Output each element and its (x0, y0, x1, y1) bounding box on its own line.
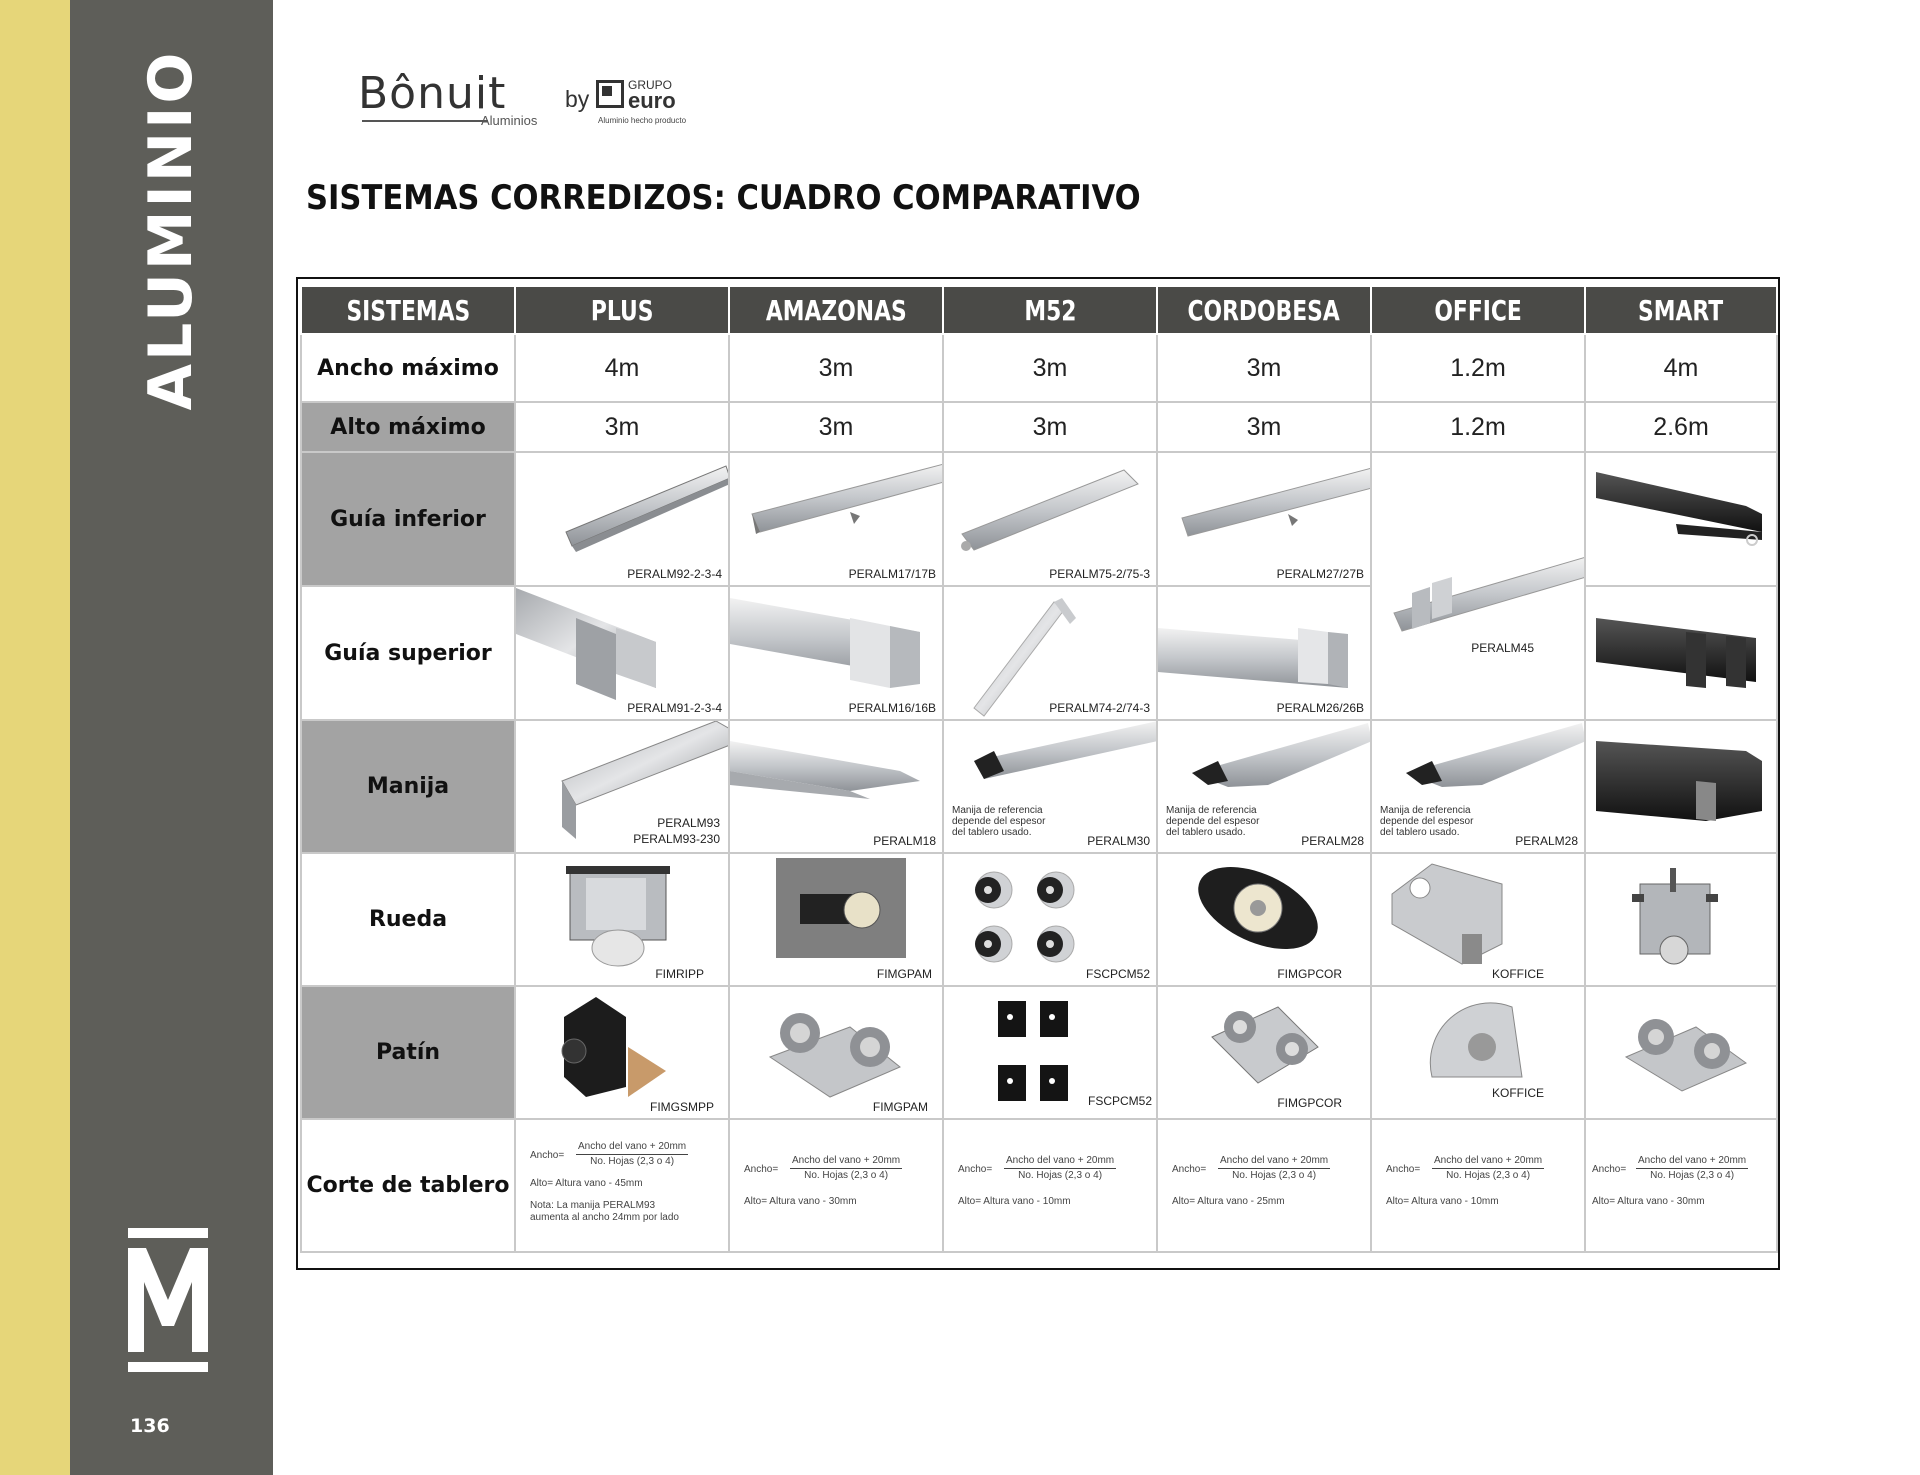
product-code: PERALM28 (1301, 834, 1364, 848)
bottom-rail-profile-image (944, 454, 1156, 585)
product-cell (729, 452, 943, 586)
product-cell (1585, 720, 1777, 853)
ancho-label: Ancho= (744, 1164, 779, 1175)
product-code: FSCPCM52 (1085, 967, 1150, 981)
comparison-table (300, 285, 1778, 1253)
product-code: FIMGSMPP (649, 1100, 714, 1114)
row-label: Guía inferior (301, 452, 515, 586)
row-ancho-maximo (301, 334, 1777, 402)
product-cell (1157, 986, 1371, 1119)
brand-by: by (565, 86, 590, 112)
product-cell (515, 720, 729, 853)
skate-image (516, 987, 728, 1118)
row-alto-maximo (301, 402, 1777, 452)
product-cell (943, 986, 1157, 1119)
cell-value: 3m (943, 334, 1157, 402)
brand-logo (358, 68, 718, 128)
width-formula: Ancho del vano + 20mm No. Hojas (2,3 o 4) (1006, 1155, 1115, 1181)
bottom-rail-profile-image (1158, 454, 1370, 585)
cell-value: 4m (515, 334, 729, 402)
product-code: PERALM30 (1087, 834, 1150, 848)
product-cell (1157, 720, 1371, 853)
product-cell (729, 986, 943, 1119)
product-cell (943, 853, 1157, 986)
product-code: PERALM91-2-3-4 (627, 700, 722, 715)
cut-note: Nota: La manija PERALM93 aumenta al ancho 24mm por lado (530, 1200, 679, 1223)
black-top-rail-image (1586, 588, 1776, 719)
product-code: PERALM18 (873, 834, 936, 848)
cell-value: 3m (515, 402, 729, 452)
handle-profile-image (730, 721, 942, 852)
wheel-carriage-image (1586, 854, 1776, 985)
ancho-label: Ancho= (1592, 1164, 1627, 1175)
row-label: Guía superior (301, 586, 515, 720)
product-cell (1371, 986, 1585, 1119)
product-cell (1157, 853, 1371, 986)
cell-value: 3m (943, 402, 1157, 452)
ancho-label: Ancho= (1386, 1164, 1421, 1175)
product-cell (1585, 452, 1777, 586)
brand-grupo: GRUPO (628, 78, 673, 92)
width-formula: Ancho del vano + 20mm No. Hojas (2,3 o 4) (1220, 1155, 1329, 1181)
row-guia-inferior (301, 452, 1777, 586)
top-rail-profile-image (730, 588, 942, 719)
height-formula: Alto= Altura vano - 25mm (1172, 1196, 1285, 1207)
product-cell (1371, 853, 1585, 986)
product-code: PERALM92-2-3-4 (627, 566, 722, 581)
cell-value: 1.2m (1371, 402, 1585, 452)
header-m52: M52 (943, 286, 1157, 334)
product-cell (729, 720, 943, 853)
header-plus: PLUS (515, 286, 729, 334)
top-rail-profile-image (944, 588, 1156, 719)
product-cell (515, 452, 729, 586)
formula-cell (943, 1119, 1157, 1252)
page-title: SISTEMAS CORREDIZOS: CUADRO COMPARATIVO (306, 178, 1141, 218)
row-label: Corte de tablero (301, 1119, 515, 1252)
black-handle-image (1586, 721, 1776, 852)
product-code: FIMGPCOR (1277, 1096, 1342, 1110)
width-formula: Ancho del vano + 20mm No. Hojas (2,3 o 4) (1434, 1155, 1543, 1181)
product-cell (515, 986, 729, 1119)
product-code: KOFFICE (1491, 1086, 1544, 1100)
m-logo (128, 1228, 208, 1372)
ancho-label: Ancho= (958, 1164, 993, 1175)
header-row (301, 286, 1777, 334)
header-office: OFFICE (1371, 286, 1585, 334)
width-formula: Ancho del vano + 20mm No. Hojas (2,3 o 4) (578, 1141, 687, 1167)
cell-value: 3m (1157, 334, 1371, 402)
row-label: Manija (301, 720, 515, 853)
rail-profile-image (1372, 453, 1584, 719)
skate-image (730, 987, 942, 1118)
brand-tagline: Aluminio hecho producto (598, 116, 687, 125)
bottom-rail-profile-image (516, 454, 728, 585)
row-label: Alto máximo (301, 402, 515, 452)
product-code: KOFFICE (1491, 967, 1544, 981)
product-cell (515, 586, 729, 720)
header-smart: SMART (1585, 286, 1777, 334)
yellow-edge-strip (0, 0, 70, 1475)
product-code: PERALM26/26B (1276, 700, 1364, 715)
handle-note: Manija de referencia depende del espesor del tablero usado. (1166, 805, 1260, 838)
cell-value: 2.6m (1585, 402, 1777, 452)
handle-note: Manija de referencia depende del espesor del tablero usado. (952, 805, 1046, 838)
handle-note: Manija de referencia depende del espesor del tablero usado. (1380, 805, 1474, 838)
row-patin (301, 986, 1777, 1119)
section-label: ALUMINIO (136, 49, 206, 411)
cell-value: 4m (1585, 334, 1777, 402)
cell-value: 3m (729, 334, 943, 402)
product-cell (1585, 986, 1777, 1119)
formula-cell (515, 1119, 729, 1252)
black-bottom-rail-image (1586, 454, 1776, 585)
height-formula: Alto= Altura vano - 30mm (1592, 1196, 1705, 1207)
product-code: PERALM75-2/75-3 (1049, 566, 1150, 581)
page-number: 136 (130, 1415, 170, 1437)
header-sistemas: SISTEMAS (301, 286, 515, 334)
top-rail-profile-image (1158, 588, 1370, 719)
width-formula: Ancho del vano + 20mm No. Hojas (2,3 o 4) (1638, 1155, 1747, 1181)
cell-value: 1.2m (1371, 334, 1585, 402)
product-cell (515, 853, 729, 986)
width-formula: Ancho del vano + 20mm No. Hojas (2,3 o 4) (792, 1155, 901, 1181)
row-label: Rueda (301, 853, 515, 986)
header-cordobesa: CORDOBESA (1157, 286, 1371, 334)
product-cell (1371, 720, 1585, 853)
ancho-label: Ancho= (1172, 1164, 1207, 1175)
product-cell (729, 586, 943, 720)
height-formula: Alto= Altura vano - 45mm (530, 1178, 643, 1189)
cell-value: 3m (1157, 402, 1371, 452)
product-code: FIMGPCOR (1277, 967, 1342, 981)
skate-image (1586, 987, 1776, 1118)
product-code-extra: PERALM93-230 (633, 832, 720, 846)
product-cell (1371, 452, 1585, 720)
product-cell (1585, 853, 1777, 986)
wheel-bracket-image (1372, 854, 1584, 985)
product-cell (1157, 586, 1371, 720)
row-label: Patín (301, 986, 515, 1119)
brand-euro: euro (628, 88, 676, 113)
brand-underline (362, 120, 488, 122)
product-code: PERALM27/27B (1276, 566, 1364, 581)
row-corte-de-tablero (301, 1119, 1777, 1252)
product-code: PERALM28 (1515, 834, 1578, 848)
product-cell (729, 853, 943, 986)
skate-image (1372, 987, 1584, 1118)
ancho-label: Ancho= (530, 1150, 565, 1161)
product-code: PERALM16/16B (848, 700, 936, 715)
product-cell (943, 452, 1157, 586)
product-code: PERALM74-2/74-3 (1049, 700, 1150, 715)
row-rueda (301, 853, 1777, 986)
height-formula: Alto= Altura vano - 10mm (958, 1196, 1071, 1207)
wheel-image (1158, 854, 1370, 985)
product-cell (943, 586, 1157, 720)
product-code: PERALM45 (1471, 641, 1534, 655)
formula-cell (729, 1119, 943, 1252)
brand-name: Bônuit (358, 68, 507, 119)
height-formula: Alto= Altura vano - 30mm (744, 1196, 857, 1207)
m-letter-icon (128, 1248, 208, 1352)
height-formula: Alto= Altura vano - 10mm (1386, 1196, 1499, 1207)
row-label: Ancho máximo (301, 334, 515, 402)
formula-cell (1585, 1119, 1777, 1252)
product-cell (1585, 586, 1777, 720)
top-rail-profile-image (516, 588, 728, 719)
wheel-image (516, 854, 728, 985)
bottom-rail-profile-image (730, 454, 942, 585)
wheels-set-image (944, 854, 1156, 985)
product-code: PERALM93 (657, 816, 720, 830)
grupo-euro-icon (596, 80, 624, 108)
cell-value: 3m (729, 402, 943, 452)
brand-sub: Aluminios (481, 113, 538, 128)
row-manija (301, 720, 1777, 853)
product-code: PERALM17/17B (848, 566, 936, 581)
product-code: FIMRIPP (655, 967, 704, 981)
product-cell (1157, 452, 1371, 586)
product-code: FSCPCM52 (1087, 1094, 1152, 1108)
formula-cell (1371, 1119, 1585, 1252)
header-amazonas: AMAZONAS (729, 286, 943, 334)
product-code: FIMGPAM (876, 967, 932, 981)
product-code: FIMGPAM (872, 1100, 928, 1114)
wheel-image (730, 854, 942, 985)
product-cell (943, 720, 1157, 853)
formula-cell (1157, 1119, 1371, 1252)
